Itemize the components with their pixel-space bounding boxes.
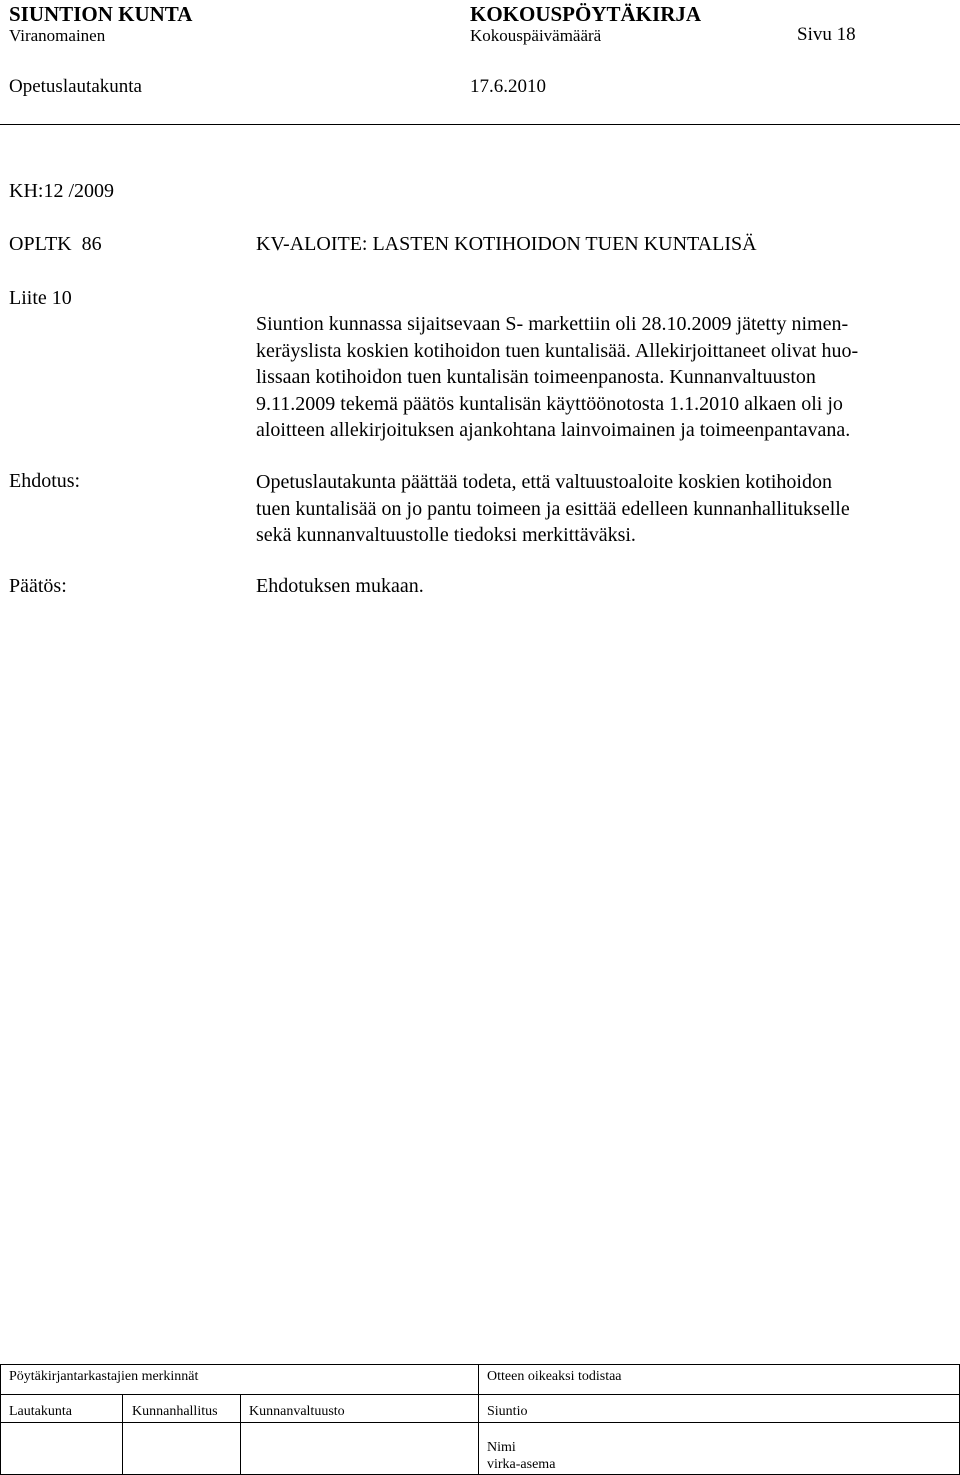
- authority-label: Viranomainen: [9, 26, 106, 45]
- certified-label: Otteen oikeaksi todistaa: [487, 1369, 622, 1384]
- column-kunnanhallitus: Kunnanhallitus: [132, 1404, 218, 1419]
- paragraph-line: Siuntion kunnassa sijaitsevaan S- markettiin oli 28.10.2009 jätetty nimen-: [256, 313, 849, 335]
- opltk-reference: [9, 233, 102, 256]
- background-paragraph: [256, 311, 956, 444]
- name-label: Nimi: [487, 1440, 516, 1455]
- position-label: virka-asema: [487, 1457, 556, 1472]
- proposal-line: Opetuslautakunta päättää todeta, että valtuustoaloite koskien kotihoidon: [256, 471, 832, 493]
- attachment-reference: Liite 10: [9, 287, 72, 309]
- page-number: Sivu 18: [797, 24, 856, 45]
- paragraph-line: 9.11.2009 tekemä päätös kuntalisän käyttöönotosta 1.1.2010 alkaen oli jo: [256, 392, 843, 415]
- certified-place: Siuntio: [487, 1404, 528, 1419]
- footer-row-border-2: [0, 1422, 960, 1423]
- inspectors-label: Pöytäkirjantarkastajien merkinnät: [9, 1369, 199, 1384]
- footer-divider-2: [240, 1394, 241, 1475]
- decision-label: Päätös:: [9, 575, 67, 597]
- proposal-paragraph: [256, 469, 956, 549]
- column-kunnanvaltuusto: Kunnanvaltuusto: [249, 1404, 345, 1419]
- decision-text: Ehdotuksen mukaan.: [256, 575, 424, 597]
- footer-top-border: [0, 1364, 960, 1365]
- proposal-label: Ehdotus:: [9, 470, 81, 492]
- municipality-name: SIUNTION KUNTA: [9, 2, 193, 26]
- authority-name: Opetuslautakunta: [9, 76, 142, 97]
- footer-left-border: [0, 1364, 1, 1475]
- proposal-line: tuen kuntalisää on jo pantu toimeen ja esittää edelleen kunnanhallitukselle: [256, 497, 850, 520]
- meeting-date-label: Kokouspäivämäärä: [470, 26, 602, 45]
- column-lautakunta: Lautakunta: [9, 1404, 72, 1419]
- opltk-text: OPLTK 86: [9, 233, 102, 255]
- kh-reference: KH:12 /2009: [9, 180, 114, 202]
- paragraph-line: keräyslista koskien kotihoidon tuen kuntalisää. Allekirjoittaneet olivat huo-: [256, 339, 859, 362]
- paragraph-line: aloitteen allekirjoituksen ajankohtana lainvoimainen ja toimeenpantavana.: [256, 419, 851, 442]
- paragraph-line: lissaan kotihoidon tuen kuntalisän toimeenpanosta. Kunnanvaltuuston: [256, 366, 816, 389]
- proposal-line: sekä kunnanvaltuustolle tiedoksi merkittäväksi.: [256, 524, 636, 547]
- footer-divider-1: [122, 1394, 123, 1475]
- item-title: KV-ALOITE: LASTEN KOTIHOIDON TUEN KUNTALISÄ: [256, 233, 757, 255]
- footer-divider-3: [478, 1364, 479, 1475]
- header-divider: [0, 124, 960, 125]
- document-type: KOKOUSPÖYTÄKIRJA: [470, 2, 702, 26]
- footer-row-border: [0, 1394, 960, 1395]
- meeting-date: 17.6.2010: [470, 76, 546, 97]
